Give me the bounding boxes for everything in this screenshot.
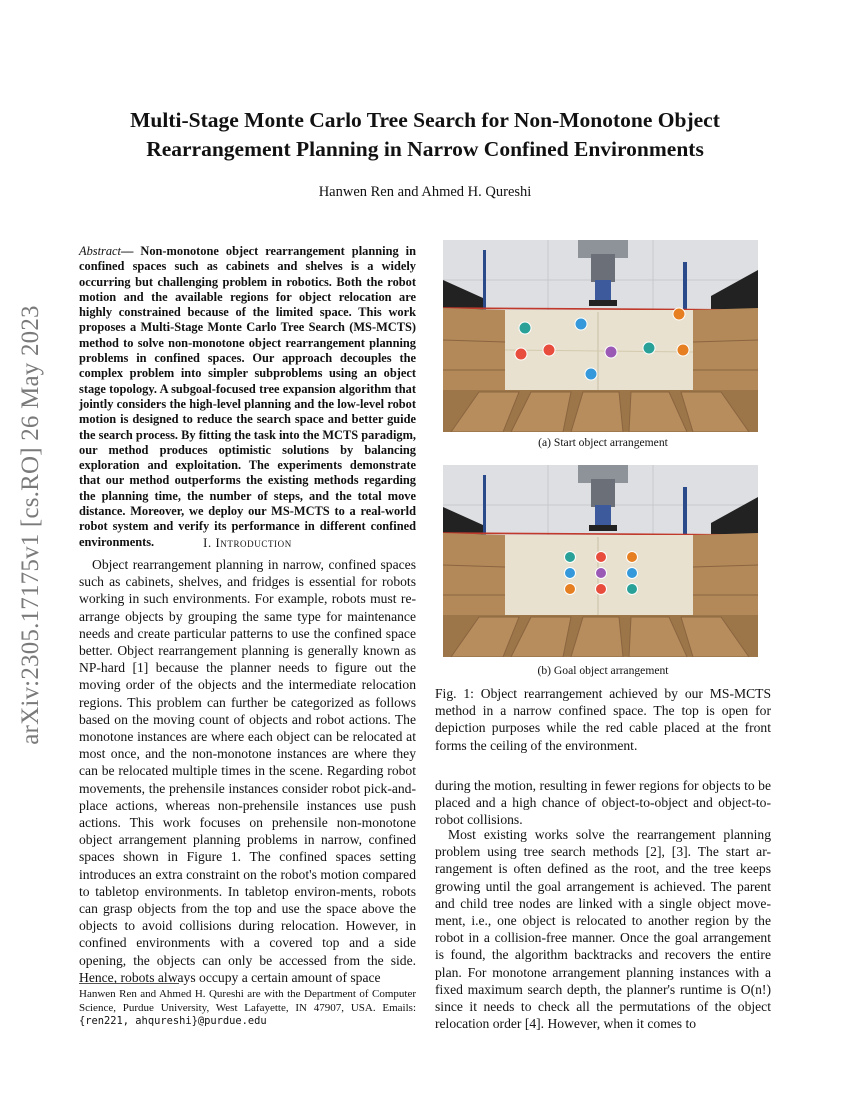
arxiv-id-text: arXiv:2305.17175v1 [cs.RO] 26 May 2023 [17, 305, 44, 745]
figure-1a-start-arrangement-image [443, 240, 758, 432]
right-column-body [435, 826, 771, 1032]
footnote-text: Hanwen Ren and Ahmed H. Qureshi are with the Department of Computer Science, Purdue University, West Lafayette, IN 47907, USA. Emails: [79, 988, 416, 1014]
tree-search-paragraph: Most existing works solve the rearrangement planning problem using tree search methods [2], [3]. The start ar-rangement is often defined as the root, and the tree keeps growing until the goal arrangement is achieved. The parent and child tree nodes are linked with a single object move-ment, i.e., one object is relocated to another region by the robot in a collision-free manner. Once the goal arrangement is found, the algorithm backtracks and recovers the entire plan. For monotone arrangement planning instances with a fixed maximum search depth, the planner's runtime is O(n!) since it needs to check all the permutations of the object relocation order [4]. However, when it comes to [435, 827, 771, 1032]
paper-title [80, 106, 770, 164]
title-line-1: Multi-Stage Monte Carlo Tree Search for Non-Monotone Object [130, 108, 720, 132]
figure-1a-subcaption: (a) Start object arrangement [538, 436, 668, 449]
figure-1b-subcaption: (b) Goal object arrangement [537, 664, 669, 677]
intro-paragraph: Object rearrangement planning in narrow, confined spaces such as cabinets, shelves, and fridges is essential for robots working in such environments. For example, robots must re-arrange objects by grouping the same type for maintenance needs and create particular patterns to use the confined space better. Object rearrangement planning is generally known as NP-hard [1] because the planner needs to figure out the moving order of the objects and the intermediate relocation regions. This problem can further be categorized as follows based on the moving count of objects and robot actions. The monotone instances are where each object can be relocated at most once, and the non-monotone instances are where they can be relocated multiple times in the scene. Regarding robot movements, the prehensile instances consider robot pick-and-place actions, whereas non-prehensile instances use push actions. This work focuses on prehensile non-monotone object arrangement planning problems in narrow, confined spaces shown in Figure 1. The confined spaces setting introduces an extra constraint on the robot's motion compared to tabletop environments. In tabletop environ-ments, robots can grasp objects from the top and use the space above the objects to avoid collisions during relocation. However, in confined environments with a covered top and a side opening, the objects can only be accessed from the side. Hence, robots always occupy a certain amount of space [79, 557, 416, 985]
right-column-continuation [435, 777, 771, 829]
author-list: Hanwen Ren and Ahmed H. Qureshi [318, 184, 532, 200]
title-line-2: Rearrangement Planning in Narrow Confined Environments [146, 137, 704, 161]
figure-1-caption: Fig. 1: Object rearrangement achieved by our MS-MCTS method in a narrow confined space. The top is open for depiction purposes while the red cable placed at the front forms the ceiling of the environment. [435, 686, 771, 753]
continuation-paragraph: during the motion, resulting in fewer regions for objects to be placed and a high chance of object-to-object and object-to-robot collisions. [435, 778, 771, 828]
abstract [79, 244, 416, 550]
section-heading-introduction: I. Introduction [203, 536, 292, 550]
introduction-body [79, 556, 416, 986]
abstract-label: Abstract [79, 244, 121, 258]
figure-1b-goal-arrangement-image [443, 465, 758, 657]
abstract-text: — Non-monotone object rearrangement planning in confined spaces such as cabinets and shelves is a widely occurring but challenging problem in robotics. Both the robot motion and the available regions for object relocation are highly constrained because of the limited space. This work proposes a Multi-Stage Monte Carlo Tree Search (MS-MCTS) method to solve non-monotone object rearrangement planning problems in confined spaces. Our approach decouples the complex problem into simpler subproblems using an object stage topology. A subgoal-focused tree expansion algorithm that jointly considers the high-level planning and the low-level robot motion is designed to reduce the search space and better guide the search process. By fitting the task into the MCTS paradigm, our method produces optimistic solutions by balancing exploration and exploitation. The experiments demonstrate that our method outperforms the existing methods regarding the planning time, the number of steps, and the total move distance. Moreover, we deploy our MS-MCTS to a real-world robot system and verify its performance in different confined environments. [79, 244, 416, 549]
arxiv-identifier-stamp [14, 0, 48, 1100]
footnote-emails: {ren221, ahqureshi}@purdue.edu [79, 1015, 267, 1027]
footnote-divider [79, 983, 179, 984]
author-footnote [79, 988, 416, 1029]
